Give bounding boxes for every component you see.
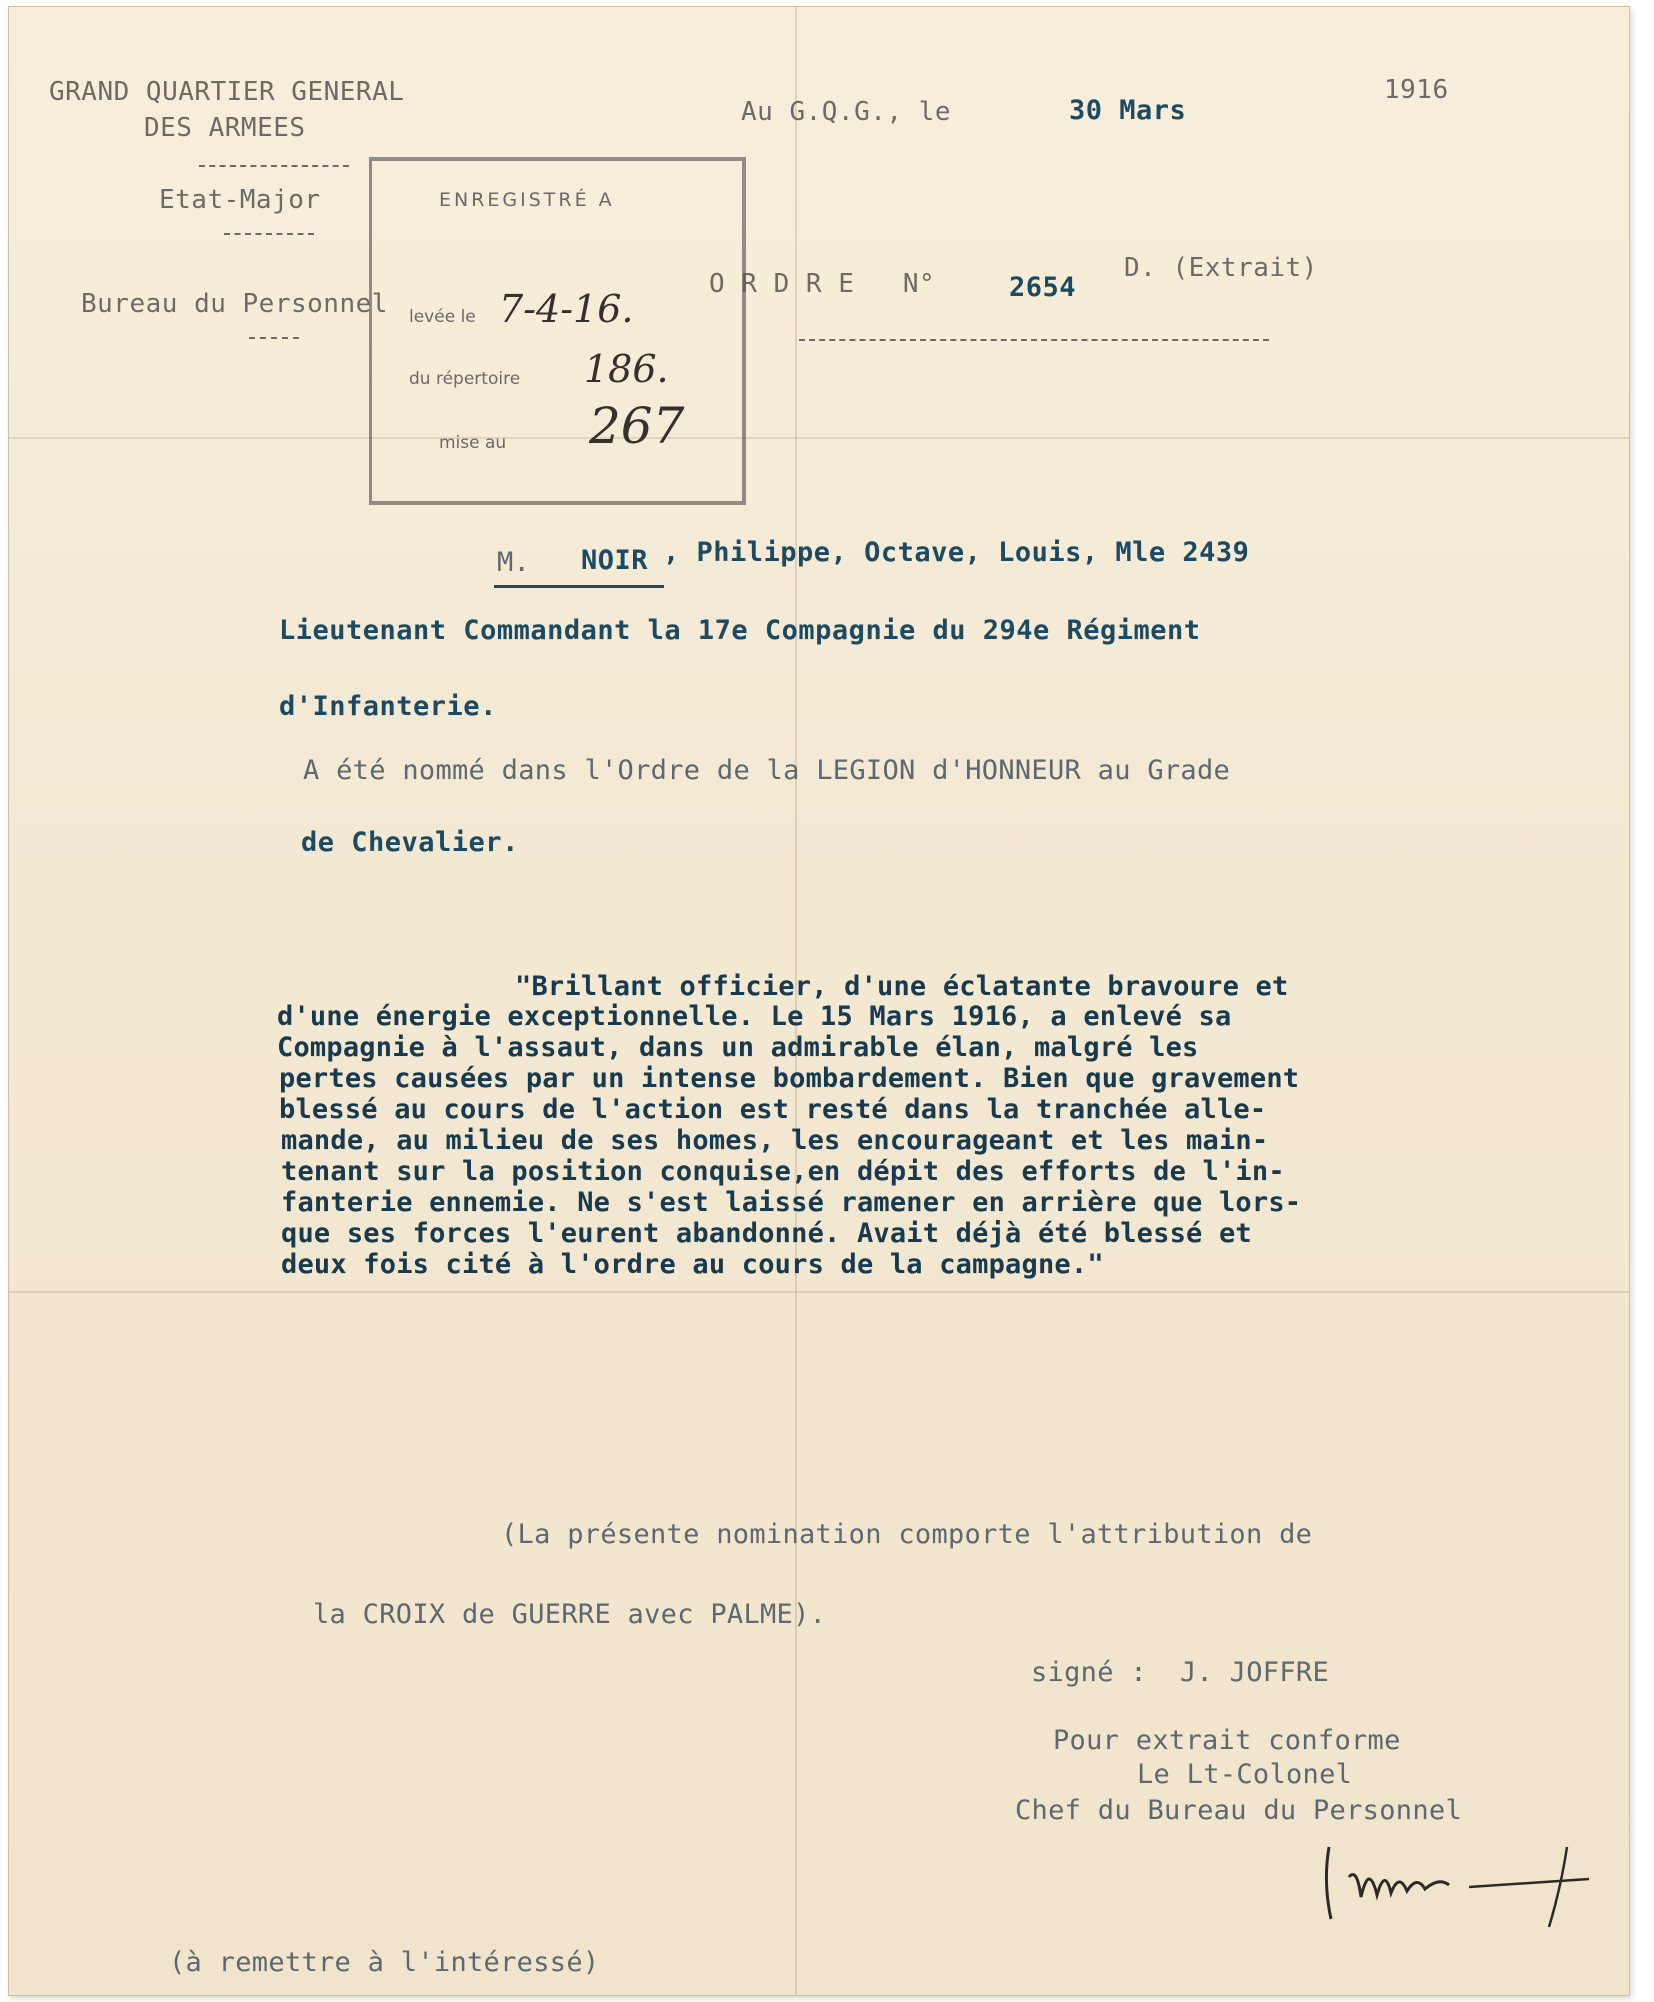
place-date-prefix: Au G.Q.G., le [741, 97, 951, 127]
recipient-surname: NOIR [581, 545, 649, 576]
note-line-1: (La présente nomination comporte l'attribution de [501, 1519, 1313, 1550]
stamp-value-3: 267 [589, 397, 685, 455]
citation-line: blessé au cours de l'action est resté dans la tranchée alle- [279, 1094, 1267, 1125]
signed-line: signé : J. JOFFRE [1031, 1657, 1329, 1688]
bureau: Bureau du Personnel [81, 289, 388, 319]
order-number: 2654 [1009, 272, 1077, 303]
citation-line: fanterie ennemie. Ne s'est laissé ramener en arrière que lors- [281, 1187, 1302, 1218]
citation-line: deux fois cité à l'ordre au cours de la campagne." [281, 1249, 1104, 1280]
year: 1916 [1384, 75, 1449, 105]
order-rule [799, 339, 1269, 341]
recipient-rank-line-2: d'Infanterie. [279, 691, 497, 722]
department: Etat-Major [159, 185, 321, 215]
signatory-title-2: Chef du Bureau du Personnel [1015, 1795, 1462, 1826]
stamp-title: ENREGISTRÉ A [439, 189, 615, 211]
org-line-2: DES ARMEES [144, 113, 306, 143]
stamp-value-1: 7-4-16. [499, 287, 634, 331]
footer-remark: (à remettre à l'intéressé) [169, 1947, 600, 1978]
document-page [8, 6, 1630, 1996]
fold-crease-horizontal-top [9, 437, 1629, 439]
citation-line: tenant sur la position conquise,en dépit des efforts de l'in- [281, 1156, 1285, 1187]
order-label: O R D R E N° [709, 269, 936, 299]
header-rule-3 [249, 337, 299, 339]
recipient-rank-line-1: Lieutenant Commandant la 17e Compagnie du 294e Régiment [279, 615, 1201, 646]
org-line-1: GRAND QUARTIER GENERAL [49, 77, 405, 107]
citation-line: Compagnie à l'assaut, dans un admirable élan, malgré les [277, 1032, 1199, 1063]
citation-line: que ses forces l'eurent abandonné. Avait déjà été blessé et [281, 1218, 1252, 1249]
recipient-given-names: , Philippe, Octave, Louis, Mle 2439 [663, 537, 1250, 568]
order-suffix: D. (Extrait) [1124, 253, 1318, 283]
stamp-label-1: levée le [409, 307, 476, 327]
handwritten-signature [1299, 1827, 1599, 1937]
citation-line: "Brillant officier, d'une éclatante bravoure et [515, 971, 1289, 1002]
recipient-underline [494, 585, 664, 588]
fold-crease-horizontal-bottom [9, 1291, 1629, 1293]
certify-line: Pour extrait conforme [1053, 1725, 1401, 1756]
header-rule-2 [224, 233, 314, 235]
date-day-month: 30 Mars [1069, 95, 1187, 126]
nomination-line-2: de Chevalier. [301, 827, 519, 858]
recipient-prefix: M. [497, 547, 531, 578]
citation-line: pertes causées par un intense bombardement. Bien que gravement [279, 1063, 1300, 1094]
signatory-title-1: Le Lt-Colonel [1137, 1759, 1353, 1790]
nomination-line-1: A été nommé dans l'Ordre de la LEGION d'HONNEUR au Grade [303, 755, 1231, 786]
header-rule-1 [199, 165, 349, 167]
citation-line: d'une énergie exceptionnelle. Le 15 Mars 1916, a enlevé sa [277, 1001, 1232, 1032]
stamp-label-3: mise au [439, 433, 507, 453]
note-line-2: la CROIX de GUERRE avec PALME). [313, 1599, 827, 1630]
stamp-value-2: 186. [584, 347, 669, 391]
citation-line: mande, au milieu de ses homes, les encourageant et les main- [281, 1125, 1269, 1156]
stamp-label-2: du répertoire [409, 369, 521, 389]
